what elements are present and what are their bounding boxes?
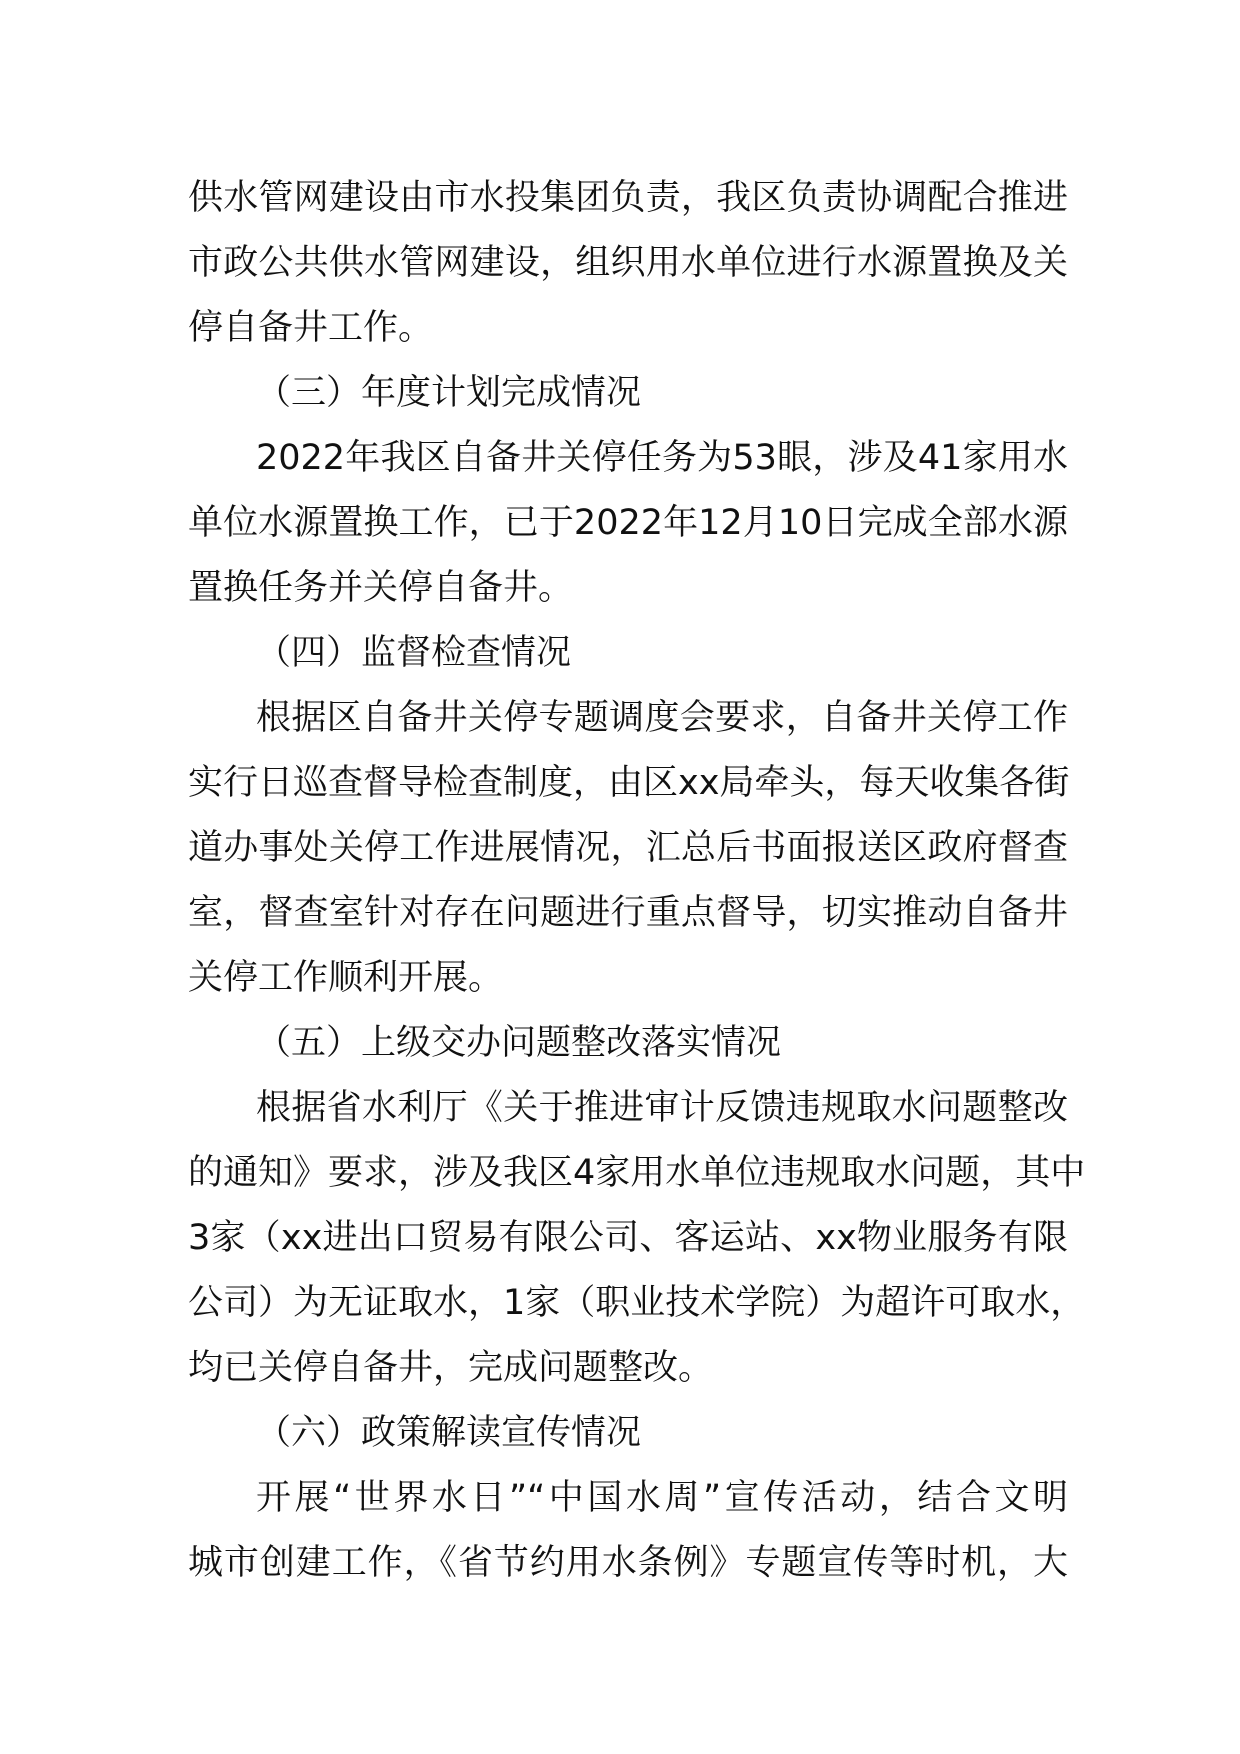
text-line: 供水管网建设由市水投集团负责，我区负责协调配合推进: [188, 178, 1068, 218]
text-line: 2022年我区自备井关停任务为53眼，涉及41家用水: [256, 438, 1068, 478]
text-line: 停自备井工作。: [188, 308, 434, 348]
text-line: 置换任务并关停自备井。: [188, 568, 574, 608]
text-line: 3家（xx进出口贸易有限公司、客运站、xx物业服务有限: [188, 1218, 1068, 1258]
text-line: 公司）为无证取水，1家（职业技术学院）为超许可取水，: [188, 1283, 1086, 1323]
section-heading: （四）监督检查情况: [256, 633, 572, 673]
section-heading: （五）上级交办问题整改落实情况: [256, 1023, 782, 1063]
text-line: 市政公共供水管网建设，组织用水单位进行水源置换及关: [188, 243, 1068, 283]
text-line: 城市创建工作，《省节约用水条例》专题宣传等时机，大: [188, 1543, 1068, 1583]
document-page: [188, 166, 1086, 1596]
section-heading: （六）政策解读宣传情况: [256, 1413, 642, 1453]
text-line: 开展“世界水日”“中国水周”宣传活动，结合文明: [256, 1478, 1068, 1518]
text-line: 的通知》要求，涉及我区4家用水单位违规取水问题，其中: [188, 1153, 1086, 1193]
text-line: 单位水源置换工作，已于2022年12月10日完成全部水源: [188, 503, 1068, 543]
text-line: 根据区自备井关停专题调度会要求，自备井关停工作: [256, 698, 1068, 738]
text-line: 均已关停自备井，完成问题整改。: [188, 1348, 714, 1388]
text-line: 关停工作顺利开展。: [188, 958, 504, 998]
text-line: 室，督查室针对存在问题进行重点督导，切实推动自备井: [188, 893, 1068, 933]
section-heading: （三）年度计划完成情况: [256, 373, 642, 413]
text-line: 根据省水利厅《关于推进审计反馈违规取水问题整改: [256, 1088, 1068, 1128]
text-line: 道办事处关停工作进展情况，汇总后书面报送区政府督查: [188, 828, 1068, 868]
text-line: 实行日巡查督导检查制度，由区xx局牵头，每天收集各街: [188, 763, 1070, 803]
